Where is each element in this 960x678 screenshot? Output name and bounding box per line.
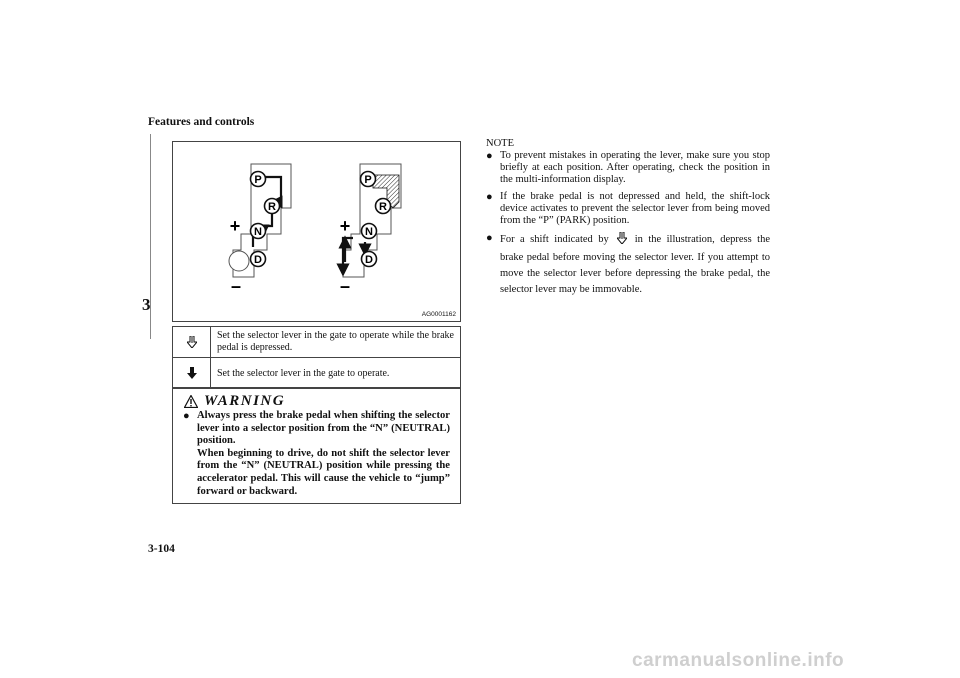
gate-left-p: P bbox=[254, 174, 262, 186]
legend-row bbox=[173, 358, 460, 387]
legend-text: Set the selector lever in the gate to operate while the brake pedal is depressed. bbox=[217, 330, 454, 353]
legend-text: Set the selector lever in the gate to operate. bbox=[217, 368, 390, 379]
bullet: ● bbox=[486, 191, 493, 203]
note-text bbox=[500, 232, 770, 298]
note-text-before-icon: For a shift indicated by bbox=[500, 234, 609, 245]
figure-code: AG0001162 bbox=[421, 311, 456, 318]
outline-arrow-down-icon bbox=[173, 327, 211, 357]
bullet: ● bbox=[183, 410, 190, 422]
gate-left-d: D bbox=[254, 254, 262, 266]
bullet: ● bbox=[486, 150, 493, 162]
gate-right-plus: + bbox=[339, 216, 351, 236]
note-item bbox=[486, 232, 770, 298]
gate-right-d: D bbox=[365, 254, 373, 266]
warning-text-2: When beginning to drive, do not shift the selector lever from the “N” (NEUTRAL) position while pressing the accelerator pedal. This will cause the vehicle to “jump” forward or backward. bbox=[197, 447, 450, 497]
gate-right-n: N bbox=[365, 226, 373, 238]
gate-diagram bbox=[173, 142, 462, 323]
arrow-legend-table bbox=[172, 326, 461, 388]
legend-row bbox=[173, 327, 460, 358]
note-section bbox=[486, 138, 770, 303]
gate-right-minus: – bbox=[339, 276, 351, 296]
warning-item bbox=[183, 410, 450, 498]
selector-gate-illustration bbox=[172, 141, 461, 322]
note-text: If the brake pedal is not depressed and held, the shift-lock device activates to prevent the selector lever from being moved from the “P” (PARK) position. bbox=[500, 191, 770, 226]
note-item bbox=[486, 150, 770, 186]
solid-arrow-down-icon bbox=[173, 358, 211, 387]
warning-triangle-icon bbox=[184, 395, 198, 408]
note-text-after-icon: in the illustration, depress the brake pedal before moving the selector lever. If you attempt to move the selector lever before depressing the brake pedal, the selector lever may be immovable. bbox=[500, 234, 770, 295]
note-title: NOTE bbox=[486, 138, 514, 149]
gate-left-n: N bbox=[254, 226, 262, 238]
gate-left-plus: + bbox=[229, 216, 241, 236]
warning-title: WARNING bbox=[204, 393, 286, 409]
warning-text-1: Always press the brake pedal when shifting the selector lever into a selector position from the “N” (NEUTRAL) position. bbox=[197, 410, 450, 447]
section-header: Features and controls bbox=[148, 116, 255, 128]
gate-left-minus: – bbox=[230, 276, 242, 296]
page-number: 3-104 bbox=[148, 543, 175, 555]
outline-arrow-down-icon bbox=[617, 232, 627, 250]
bullet: ● bbox=[486, 232, 493, 244]
gate-right bbox=[340, 164, 401, 296]
gate-right-p: P bbox=[364, 174, 372, 186]
watermark: carmanualsonline.info bbox=[632, 650, 845, 671]
note-item bbox=[486, 191, 770, 227]
gate-left bbox=[229, 164, 291, 296]
warning-header bbox=[184, 393, 450, 410]
note-text: To prevent mistakes in operating the lever, make sure you stop briefly at each position. After operating, check the position in the multi-information display. bbox=[500, 150, 770, 185]
chapter-number: 3 bbox=[142, 295, 151, 314]
gate-right-r: R bbox=[379, 201, 387, 213]
warning-box bbox=[172, 388, 461, 504]
gate-left-r: R bbox=[268, 201, 276, 213]
